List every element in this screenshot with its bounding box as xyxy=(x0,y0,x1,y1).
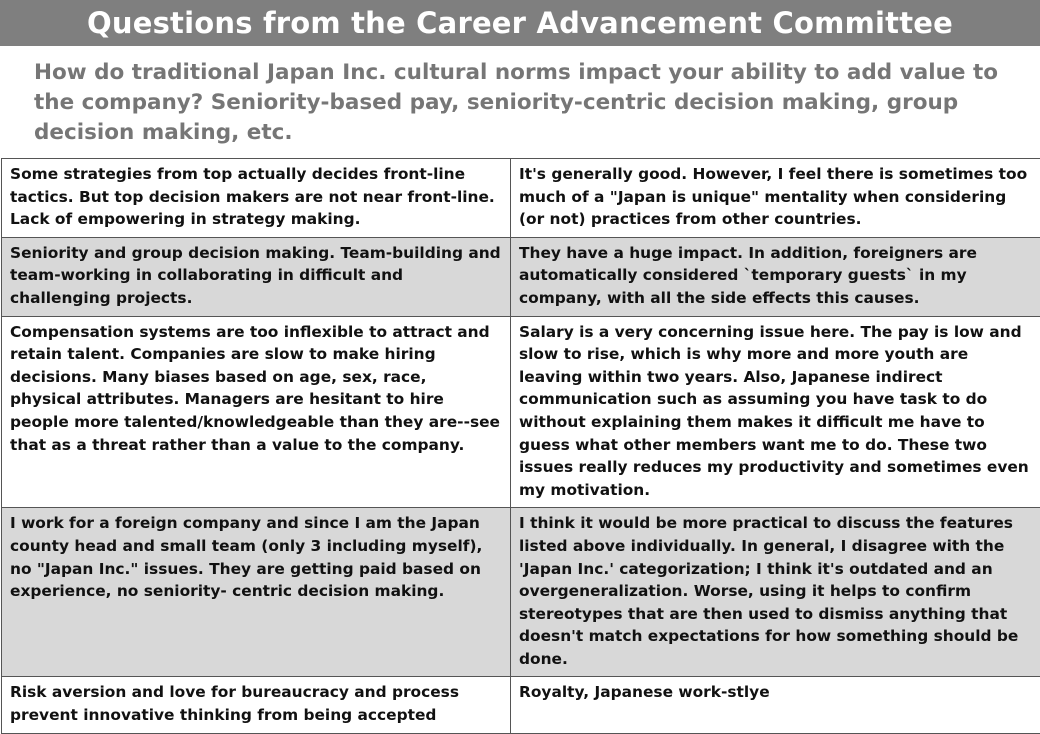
table-row xyxy=(2,677,1040,733)
response-cell-left: Risk aversion and love for bureaucracy and process prevent innovative thinking from being accepted xyxy=(2,677,511,733)
response-cell-left: I work for a foreign company and since I am the Japan county head and small team (only 3 including myself), no "Japan Inc." issues. They are getting paid based on experience, no seniority- centric decision making. xyxy=(2,508,511,677)
response-cell-left: Seniority and group decision making. Team-building and team-working in collaborating in difficult and challenging projects. xyxy=(2,237,511,316)
table-row xyxy=(2,159,1040,238)
response-cell-left: Some strategies from top actually decides front-line tactics. But top decision makers are not near front-line. Lack of empowering in strategy making. xyxy=(2,159,511,238)
responses-table xyxy=(1,158,1040,734)
table-row xyxy=(2,316,1040,508)
table-row xyxy=(2,508,1040,677)
title-bar xyxy=(0,0,1040,46)
response-cell-right: I think it would be more practical to discuss the features listed above individually. In general, I disagree with the 'Japan Inc.' categorization; I think it's outdated and an overgeneralization. Worse, using it helps to confirm stereotypes that are then used to dismiss anything that doesn't match expectations for how something should be done. xyxy=(511,508,1040,677)
response-cell-right: Salary is a very concerning issue here. The pay is low and slow to rise, which is why more and more youth are leaving within two years. Also, Japanese indirect communication such as assuming you have task to do without explaining them makes it difficult me have to guess what other members want me to do. These two issues really reduces my productivity and sometimes even my motivation. xyxy=(511,316,1040,508)
question-text: How do traditional Japan Inc. cultural norms impact your ability to add value to the company? Seniority-based pay, seniority-centric decision making, group decision making, etc. xyxy=(34,58,1024,148)
response-cell-right: It's generally good. However, I feel there is sometimes too much of a "Japan is unique" mentality when considering (or not) practices from other countries. xyxy=(511,159,1040,238)
response-cell-right: They have a huge impact. In addition, foreigners are automatically considered `temporary guests` in my company, with all the side effects this causes. xyxy=(511,237,1040,316)
response-cell-right: Royalty, Japanese work-stlye xyxy=(511,677,1040,733)
response-cell-left: Compensation systems are too inflexible to attract and retain talent. Companies are slow to make hiring decisions. Many biases based on age, sex, race, physical attributes. Managers are hesitant to hire people more talented/knowledgeable than they are--see that as a threat rather than a value to the company. xyxy=(2,316,511,508)
page-title: Questions from the Career Advancement Committee xyxy=(87,6,953,40)
table-row xyxy=(2,237,1040,316)
